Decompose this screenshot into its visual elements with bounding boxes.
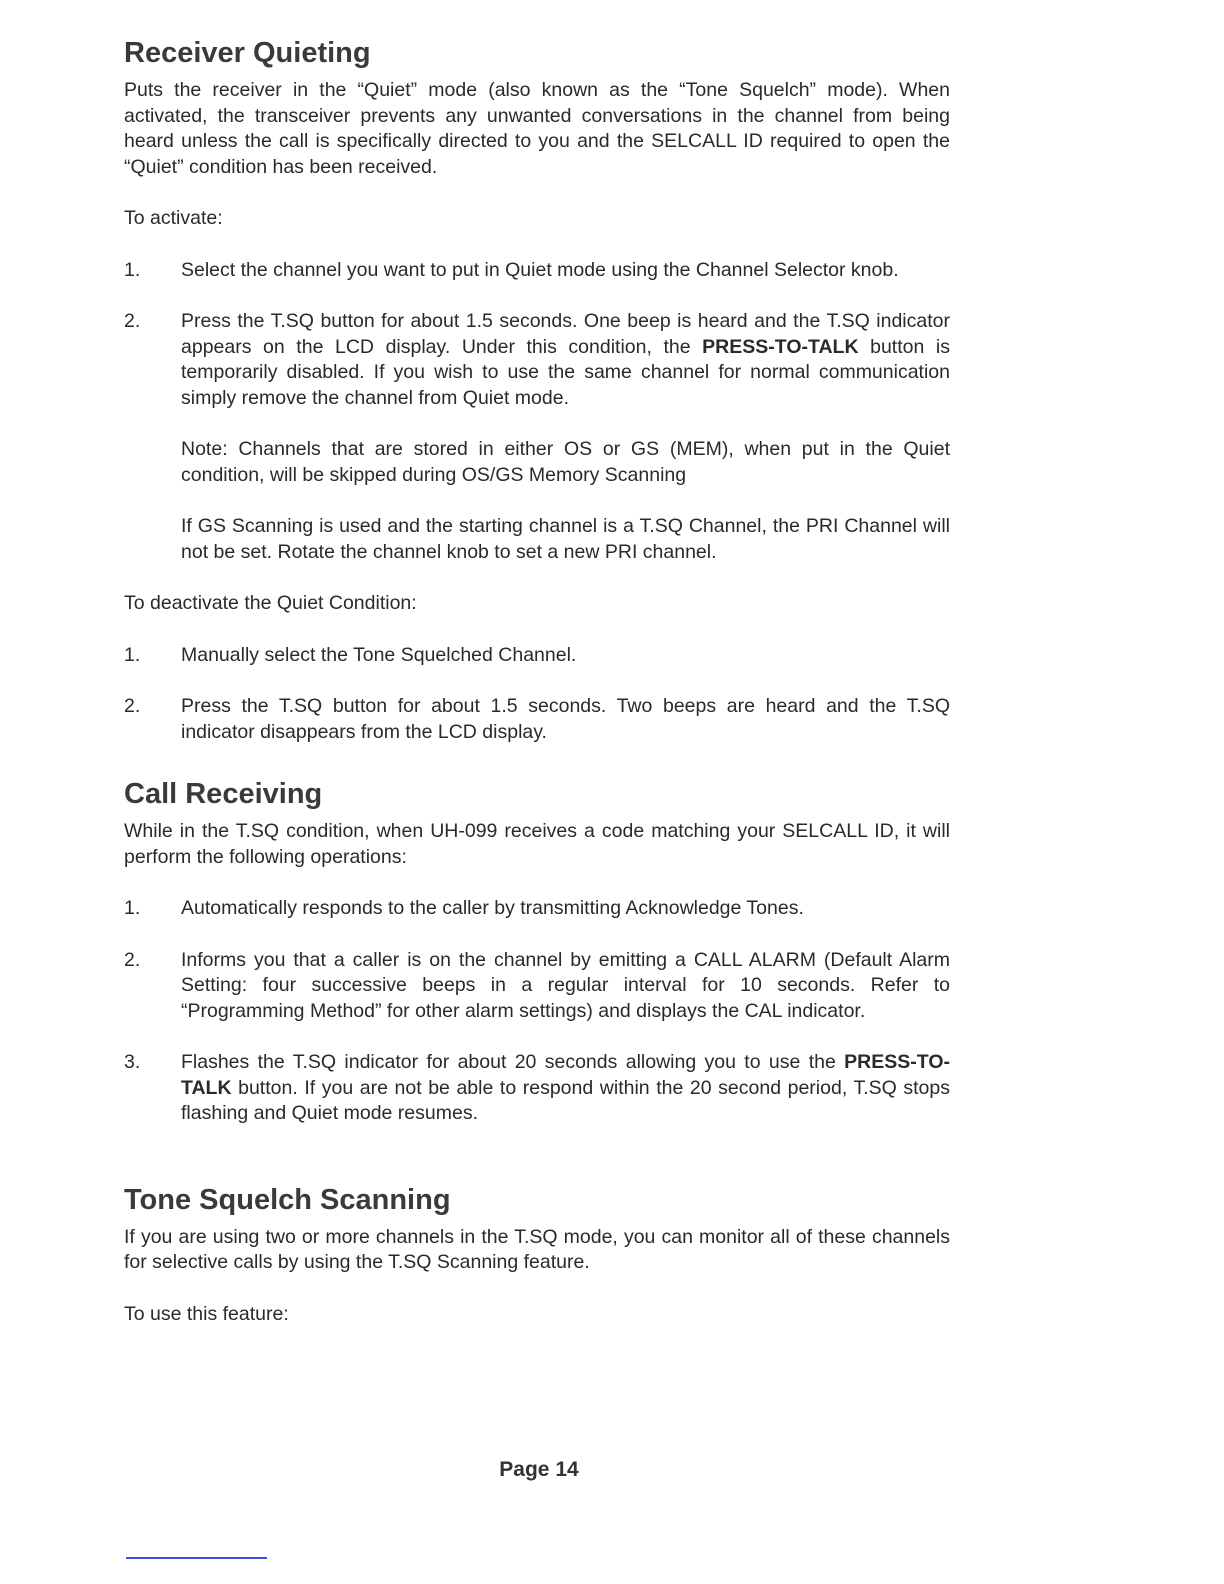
step-number: 1.: [124, 643, 141, 666]
note-gs-scanning: If GS Scanning is used and the starting channel is a T.SQ Channel, the PRI Channel will not be set. Rotate the channel knob to set a new PRI channel.: [181, 515, 950, 563]
receiver-quieting-intro: Puts the receiver in the “Quiet” mode (also known as the “Tone Squelch” mode). When activated, the transceiver prevents any unwanted conversations in the channel from being heard unless the call is specifically directed to you and the SELCALL ID required to open the “Quiet” condition has been received.: [124, 79, 950, 178]
step-number: 1.: [124, 897, 141, 919]
step-number: 2.: [124, 948, 141, 971]
step-text-part: Flashes the T.SQ indicator for about 20 seconds allowing you to use the: [181, 1051, 845, 1073]
step-number: 3.: [124, 1051, 141, 1073]
call-step-1: [124, 896, 950, 922]
footer-divider: [126, 1557, 267, 1559]
step-number: 1.: [124, 258, 141, 281]
deactivate-step-1: [124, 643, 950, 669]
step-text-part: button. If you are not be able to respond within the 20 second period, T.SQ stops flashing and Quiet mode resumes.: [181, 1076, 950, 1124]
step-number: 2.: [124, 695, 141, 717]
call-step-3: [124, 1050, 950, 1127]
note-memory-scanning: Note: Channels that are stored in either OS or GS (MEM), when put in the Quiet condition, will be skipped during OS/GS Memory Scanning: [181, 438, 950, 486]
section-title-tone-squelch-scanning: Tone Squelch Scanning: [124, 1183, 451, 1216]
call-receiving-intro: While in the T.SQ condition, when UH-099 receives a code matching your SELCALL ID, it will perform the following operations:: [124, 820, 950, 868]
step-text-part: Press the T.SQ button for about 1.5 seconds. One beep is heard and the T.SQ indicator appears on the LCD display. Under this condition, the: [181, 310, 950, 358]
step-text: Informs you that a caller is on the channel by emitting a CALL ALARM (Default Alarm Setting: four successive beeps in a regular interval for 10 seconds. Refer to “Programming Method” for other alarm settings) and displays the CAL indicator.: [181, 948, 950, 1022]
step-text: Press the T.SQ button for about 1.5 seconds. Two beeps are heard and the T.SQ indicator disappears from the LCD display.: [181, 695, 950, 743]
step-text: Select the channel you want to put in Quiet mode using the Channel Selector knob.: [181, 258, 899, 281]
deactivate-step-2: [124, 694, 950, 745]
section-title-call-receiving: Call Receiving: [124, 778, 323, 810]
step-text: [181, 309, 950, 411]
activate-step-1: [124, 258, 950, 284]
step-text: Automatically responds to the caller by transmitting Acknowledge Tones.: [181, 897, 804, 919]
to-use-feature-label: To use this feature:: [124, 1302, 289, 1325]
step-text-part: button is temporarily disabled. If you wish to use the same channel for normal communication simply remove the channel from Quiet mode.: [181, 335, 950, 409]
step-text: Manually select the Tone Squelched Channel.: [181, 643, 577, 666]
section-title-receiver-quieting: Receiver Quieting: [124, 37, 371, 69]
document-page: [124, 36, 950, 1327]
page-number: Page 14: [499, 1458, 579, 1481]
step-number: 2.: [124, 310, 141, 332]
to-activate-label: To activate:: [124, 207, 223, 229]
tone-squelch-scanning-intro: If you are using two or more channels in the T.SQ mode, you can monitor all of these channels for selective calls by using the T.SQ Scanning feature.: [124, 1225, 950, 1273]
press-to-talk-bold: PRESS-TO-TALK: [181, 1051, 950, 1099]
to-deactivate-label: To deactivate the Quiet Condition:: [124, 592, 417, 614]
call-step-2: [124, 948, 950, 1025]
step-text: [181, 1050, 950, 1127]
activate-step-2: [124, 309, 950, 411]
press-to-talk-bold: PRESS-TO-TALK: [702, 335, 859, 358]
